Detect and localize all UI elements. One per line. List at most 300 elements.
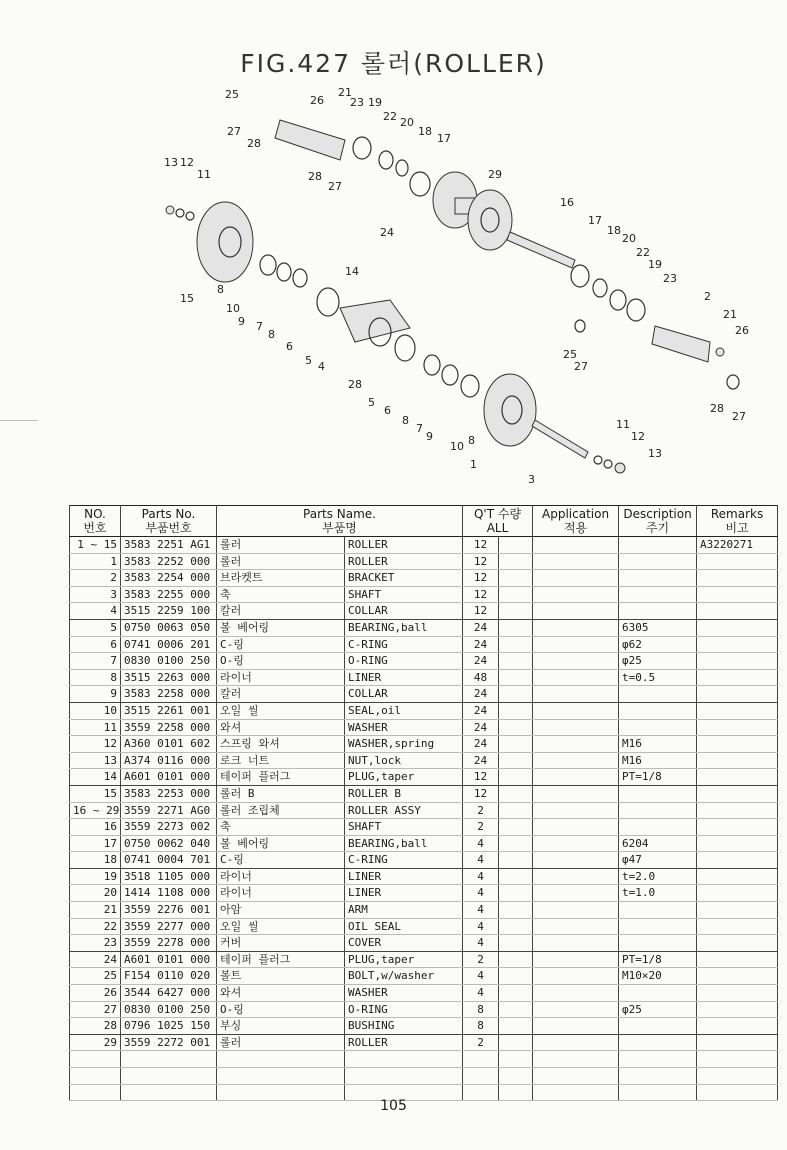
row-description: [619, 702, 697, 719]
row-name-kr: 로크 너트: [217, 752, 345, 769]
row-remarks: [697, 769, 778, 786]
row-qty-extra: [499, 1034, 533, 1051]
row-name-en: NUT,lock: [345, 752, 463, 769]
row-qty: 12: [463, 785, 499, 802]
row-remarks: [697, 553, 778, 570]
nut-part: [615, 463, 625, 473]
row-qty: 2: [463, 802, 499, 819]
row-qty: 4: [463, 935, 499, 952]
row-description: [619, 603, 697, 620]
callout-label: 26: [310, 94, 324, 107]
row-name-en: BOLT,w/washer: [345, 968, 463, 985]
table-row: [70, 935, 778, 952]
bearing-part: [317, 288, 339, 316]
callout-label: 21: [338, 86, 352, 99]
row-description: M10×20: [619, 968, 697, 985]
row-no: [70, 1051, 121, 1068]
row-qty: 4: [463, 985, 499, 1002]
callout-label: 8: [468, 434, 475, 447]
table-row: [70, 802, 778, 819]
header-parts-no: Parts No. 부품번호: [121, 506, 217, 537]
row-application: [533, 537, 619, 554]
table-row: [70, 1068, 778, 1085]
table-row: [70, 719, 778, 736]
row-qty: 24: [463, 653, 499, 670]
table-row: [70, 1034, 778, 1051]
row-qty-extra: [499, 985, 533, 1002]
row-name-en: ROLLER B: [345, 785, 463, 802]
row-part-number: 3583 2254 000: [121, 570, 217, 587]
header-description: Description 주기: [619, 506, 697, 537]
row-qty: 4: [463, 852, 499, 869]
row-qty-extra: [499, 1001, 533, 1018]
row-name-kr: 테이퍼 플러그: [217, 951, 345, 968]
row-qty-extra: [499, 1051, 533, 1068]
row-description: [619, 935, 697, 952]
row-remarks: [697, 1018, 778, 1035]
table-row: [70, 586, 778, 603]
row-name-en: C-RING: [345, 852, 463, 869]
row-description: [619, 570, 697, 587]
callout-label: 9: [426, 430, 433, 443]
table-row: [70, 1051, 778, 1068]
row-remarks: [697, 736, 778, 753]
callout-label: 13: [648, 447, 662, 460]
row-part-number: 3515 2263 000: [121, 669, 217, 686]
row-qty-extra: [499, 835, 533, 852]
row-name-en: SHAFT: [345, 586, 463, 603]
row-name-kr: [217, 1051, 345, 1068]
callout-label: 18: [607, 224, 621, 237]
callout-label: 7: [416, 422, 423, 435]
row-description: [619, 902, 697, 919]
row-no: [70, 1068, 121, 1085]
row-name-en: C-RING: [345, 636, 463, 653]
collar-part: [277, 263, 291, 281]
row-remarks: [697, 719, 778, 736]
callout-label: 10: [450, 440, 464, 453]
row-description: [619, 686, 697, 703]
row-name-en: SEAL,oil: [345, 702, 463, 719]
callout-label: 27: [732, 410, 746, 423]
row-remarks: [697, 636, 778, 653]
table-row: [70, 653, 778, 670]
row-name-kr: 라이너: [217, 868, 345, 885]
callout-label: 9: [238, 315, 245, 328]
liner-part: [610, 290, 626, 310]
row-name-en: PLUG,taper: [345, 951, 463, 968]
liner-part: [442, 365, 458, 385]
callout-label: 26: [735, 324, 749, 337]
row-name-en: [345, 1068, 463, 1085]
row-remarks: [697, 669, 778, 686]
row-qty-extra: [499, 951, 533, 968]
row-part-number: F154 0110 020: [121, 968, 217, 985]
callout-label: 11: [616, 418, 630, 431]
row-no: 20: [70, 885, 121, 902]
callout-label: 12: [180, 156, 194, 169]
row-qty: 2: [463, 1034, 499, 1051]
row-application: [533, 752, 619, 769]
row-name-kr: 롤러: [217, 1034, 345, 1051]
row-remarks: [697, 785, 778, 802]
callout-label: 8: [217, 283, 224, 296]
callout-label: 29: [488, 168, 502, 181]
row-qty: 2: [463, 951, 499, 968]
row-application: [533, 1034, 619, 1051]
row-no: 6: [70, 636, 121, 653]
row-application: [533, 885, 619, 902]
row-application: [533, 636, 619, 653]
table-row: [70, 669, 778, 686]
row-name-en: COLLAR: [345, 686, 463, 703]
callout-label: 19: [648, 258, 662, 271]
row-no: 12: [70, 736, 121, 753]
table-row: [70, 702, 778, 719]
row-qty-extra: [499, 1068, 533, 1085]
row-description: φ25: [619, 1001, 697, 1018]
exploded-view-diagram: [140, 80, 780, 500]
row-name-kr: 축: [217, 586, 345, 603]
row-no: 3: [70, 586, 121, 603]
row-description: [619, 1018, 697, 1035]
row-name-kr: 커버: [217, 935, 345, 952]
row-application: [533, 619, 619, 636]
row-no: 5: [70, 619, 121, 636]
row-name-en: PLUG,taper: [345, 769, 463, 786]
row-application: [533, 918, 619, 935]
row-part-number: 3559 2271 AG0: [121, 802, 217, 819]
bracket-part: [340, 300, 410, 342]
row-application: [533, 769, 619, 786]
row-qty-extra: [499, 702, 533, 719]
row-part-number: 0741 0006 201: [121, 636, 217, 653]
row-part-number: A360 0101 602: [121, 736, 217, 753]
row-description: [619, 1034, 697, 1051]
callout-label: 25: [225, 88, 239, 101]
row-application: [533, 702, 619, 719]
row-name-en: LINER: [345, 669, 463, 686]
row-remarks: [697, 868, 778, 885]
bearing-part: [571, 265, 589, 287]
row-name-kr: 오일 씰: [217, 702, 345, 719]
row-description: t=1.0: [619, 885, 697, 902]
row-qty-extra: [499, 868, 533, 885]
row-qty-extra: [499, 719, 533, 736]
callout-label: 1: [470, 458, 477, 471]
row-remarks: [697, 1001, 778, 1018]
row-name-en: ROLLER: [345, 553, 463, 570]
row-qty-extra: [499, 586, 533, 603]
row-application: [533, 669, 619, 686]
washer-part: [594, 456, 602, 464]
table-row: [70, 1018, 778, 1035]
row-qty: 8: [463, 1001, 499, 1018]
row-no: 8: [70, 669, 121, 686]
row-no: 1: [70, 553, 121, 570]
callout-label: 20: [622, 232, 636, 245]
callout-label: 27: [574, 360, 588, 373]
callout-label: 23: [350, 96, 364, 109]
table-row: [70, 736, 778, 753]
row-no: 21: [70, 902, 121, 919]
row-no: 2: [70, 570, 121, 587]
row-application: [533, 785, 619, 802]
callout-label: 19: [368, 96, 382, 109]
row-remarks: [697, 852, 778, 869]
row-name-kr: O-링: [217, 653, 345, 670]
row-no: 13: [70, 752, 121, 769]
row-remarks: [697, 653, 778, 670]
row-remarks: [697, 1068, 778, 1085]
row-qty: 4: [463, 968, 499, 985]
callout-label: 21: [723, 308, 737, 321]
row-name-kr: 브라켓트: [217, 570, 345, 587]
row-part-number: 0796 1025 150: [121, 1018, 217, 1035]
row-qty-extra: [499, 902, 533, 919]
callout-label: 24: [380, 226, 394, 239]
row-qty-extra: [499, 802, 533, 819]
row-qty: [463, 1051, 499, 1068]
row-qty: 4: [463, 885, 499, 902]
callout-label: 5: [368, 396, 375, 409]
row-application: [533, 686, 619, 703]
row-remarks: [697, 902, 778, 919]
row-remarks: [697, 702, 778, 719]
row-name-kr: 라이너: [217, 885, 345, 902]
row-name-en: BEARING,ball: [345, 619, 463, 636]
table-row: [70, 619, 778, 636]
row-name-kr: 부싱: [217, 1018, 345, 1035]
row-no: 1 ~ 15: [70, 537, 121, 554]
row-name-en: ROLLER ASSY: [345, 802, 463, 819]
row-qty-extra: [499, 935, 533, 952]
row-no: 7: [70, 653, 121, 670]
callout-label: 20: [400, 116, 414, 129]
row-qty-extra: [499, 669, 533, 686]
row-qty-extra: [499, 686, 533, 703]
row-qty: 24: [463, 636, 499, 653]
table-row: [70, 553, 778, 570]
row-application: [533, 570, 619, 587]
row-name-en: ROLLER: [345, 1034, 463, 1051]
callout-label: 14: [345, 265, 359, 278]
roller-part: [484, 374, 536, 446]
row-remarks: [697, 1051, 778, 1068]
row-description: φ47: [619, 852, 697, 869]
row-qty-extra: [499, 736, 533, 753]
row-name-en: LINER: [345, 885, 463, 902]
table-row: [70, 752, 778, 769]
table-row: [70, 868, 778, 885]
row-name-en: LINER: [345, 868, 463, 885]
row-part-number: 3518 1105 000: [121, 868, 217, 885]
row-part-number: 3559 2276 001: [121, 902, 217, 919]
row-qty-extra: [499, 752, 533, 769]
callout-label: 10: [226, 302, 240, 315]
row-qty: 24: [463, 686, 499, 703]
row-name-kr: 볼 베어링: [217, 835, 345, 852]
row-application: [533, 835, 619, 852]
table-header-row: [70, 506, 778, 537]
row-part-number: [121, 1068, 217, 1085]
row-name-kr: 롤러: [217, 537, 345, 554]
row-name-kr: 아암: [217, 902, 345, 919]
header-application: Application 적용: [533, 506, 619, 537]
roller-b-part: [197, 202, 253, 282]
row-qty-extra: [499, 968, 533, 985]
row-application: [533, 653, 619, 670]
row-remarks: [697, 985, 778, 1002]
row-application: [533, 968, 619, 985]
row-description: [619, 985, 697, 1002]
row-description: t=2.0: [619, 868, 697, 885]
table-row: [70, 769, 778, 786]
table-row: [70, 835, 778, 852]
callout-label: 17: [437, 132, 451, 145]
table-row: [70, 951, 778, 968]
row-no: 24: [70, 951, 121, 968]
row-no: 29: [70, 1034, 121, 1051]
row-name-en: WASHER: [345, 985, 463, 1002]
row-name-kr: 롤러 B: [217, 785, 345, 802]
callout-label: 3: [528, 473, 535, 486]
table-row: [70, 603, 778, 620]
row-description: [619, 1051, 697, 1068]
row-description: [619, 553, 697, 570]
table-row: [70, 852, 778, 869]
arm-part: [652, 326, 710, 362]
oil-seal-part: [461, 375, 479, 397]
row-application: [533, 1001, 619, 1018]
row-name-kr: 축: [217, 819, 345, 836]
row-description: M16: [619, 752, 697, 769]
o-ring-part: [727, 375, 739, 389]
row-description: 6305: [619, 619, 697, 636]
row-description: [619, 586, 697, 603]
row-remarks: [697, 570, 778, 587]
row-qty: 48: [463, 669, 499, 686]
row-remarks: [697, 603, 778, 620]
row-name-kr: 오일 씰: [217, 918, 345, 935]
row-name-kr: 라이너: [217, 669, 345, 686]
table-row: [70, 636, 778, 653]
row-description: [619, 819, 697, 836]
callout-label: 27: [227, 125, 241, 138]
row-qty-extra: [499, 570, 533, 587]
row-qty: 12: [463, 570, 499, 587]
row-part-number: A601 0101 000: [121, 951, 217, 968]
row-no: 16 ~ 29: [70, 802, 121, 819]
row-no: 15: [70, 785, 121, 802]
row-description: [619, 918, 697, 935]
row-qty: 24: [463, 619, 499, 636]
row-remarks: [697, 802, 778, 819]
table-row: [70, 902, 778, 919]
row-qty-extra: [499, 636, 533, 653]
row-name-kr: 와셔: [217, 719, 345, 736]
row-qty: 8: [463, 1018, 499, 1035]
row-application: [533, 603, 619, 620]
row-name-kr: 볼 베어링: [217, 619, 345, 636]
row-qty: 4: [463, 918, 499, 935]
row-name-kr: [217, 1068, 345, 1085]
table-row: [70, 686, 778, 703]
shaft-part: [532, 420, 588, 458]
row-application: [533, 819, 619, 836]
row-qty-extra: [499, 785, 533, 802]
callout-label: 11: [197, 168, 211, 181]
row-application: [533, 1018, 619, 1035]
row-no: 28: [70, 1018, 121, 1035]
callout-labels: [164, 86, 749, 486]
header-parts-name: Parts Name. 부품명: [217, 506, 463, 537]
row-remarks: [697, 935, 778, 952]
row-application: [533, 868, 619, 885]
row-part-number: 3544 6427 000: [121, 985, 217, 1002]
row-no: 19: [70, 868, 121, 885]
arm-part: [275, 120, 345, 160]
row-qty: 12: [463, 603, 499, 620]
row-application: [533, 852, 619, 869]
callout-label: 28: [247, 137, 261, 150]
row-part-number: 3559 2272 001: [121, 1034, 217, 1051]
row-no: 10: [70, 702, 121, 719]
row-name-kr: 칼러: [217, 603, 345, 620]
bearing-part: [410, 172, 430, 196]
row-qty-extra: [499, 1018, 533, 1035]
row-name-kr: O-링: [217, 1001, 345, 1018]
row-name-en: WASHER: [345, 719, 463, 736]
row-description: M16: [619, 736, 697, 753]
row-qty-extra: [499, 819, 533, 836]
bearing-part: [395, 335, 415, 361]
table-row: [70, 985, 778, 1002]
row-name-kr: 롤러: [217, 553, 345, 570]
row-no: 11: [70, 719, 121, 736]
washer-part: [604, 460, 612, 468]
row-part-number: 3583 2255 000: [121, 586, 217, 603]
row-qty-extra: [499, 619, 533, 636]
row-name-kr: 볼트: [217, 968, 345, 985]
row-description: [619, 537, 697, 554]
row-no: 27: [70, 1001, 121, 1018]
row-name-kr: 롤러 조립체: [217, 802, 345, 819]
row-name-en: ROLLER: [345, 537, 463, 554]
row-description: φ25: [619, 653, 697, 670]
row-description: [619, 719, 697, 736]
row-remarks: [697, 619, 778, 636]
row-part-number: 0750 0062 040: [121, 835, 217, 852]
callout-label: 27: [328, 180, 342, 193]
row-description: φ62: [619, 636, 697, 653]
row-application: [533, 902, 619, 919]
callout-label: 12: [631, 430, 645, 443]
roller-part: [468, 190, 512, 250]
table-row: [70, 885, 778, 902]
row-remarks: A3220271: [697, 537, 778, 554]
row-part-number: 3559 2277 000: [121, 918, 217, 935]
header-no: NO. 번호: [70, 506, 121, 537]
row-description: 6204: [619, 835, 697, 852]
callout-label: 6: [384, 404, 391, 417]
cover-part: [353, 137, 371, 159]
row-remarks: [697, 968, 778, 985]
row-application: [533, 802, 619, 819]
row-remarks: [697, 586, 778, 603]
row-qty: 24: [463, 736, 499, 753]
row-qty: 4: [463, 902, 499, 919]
